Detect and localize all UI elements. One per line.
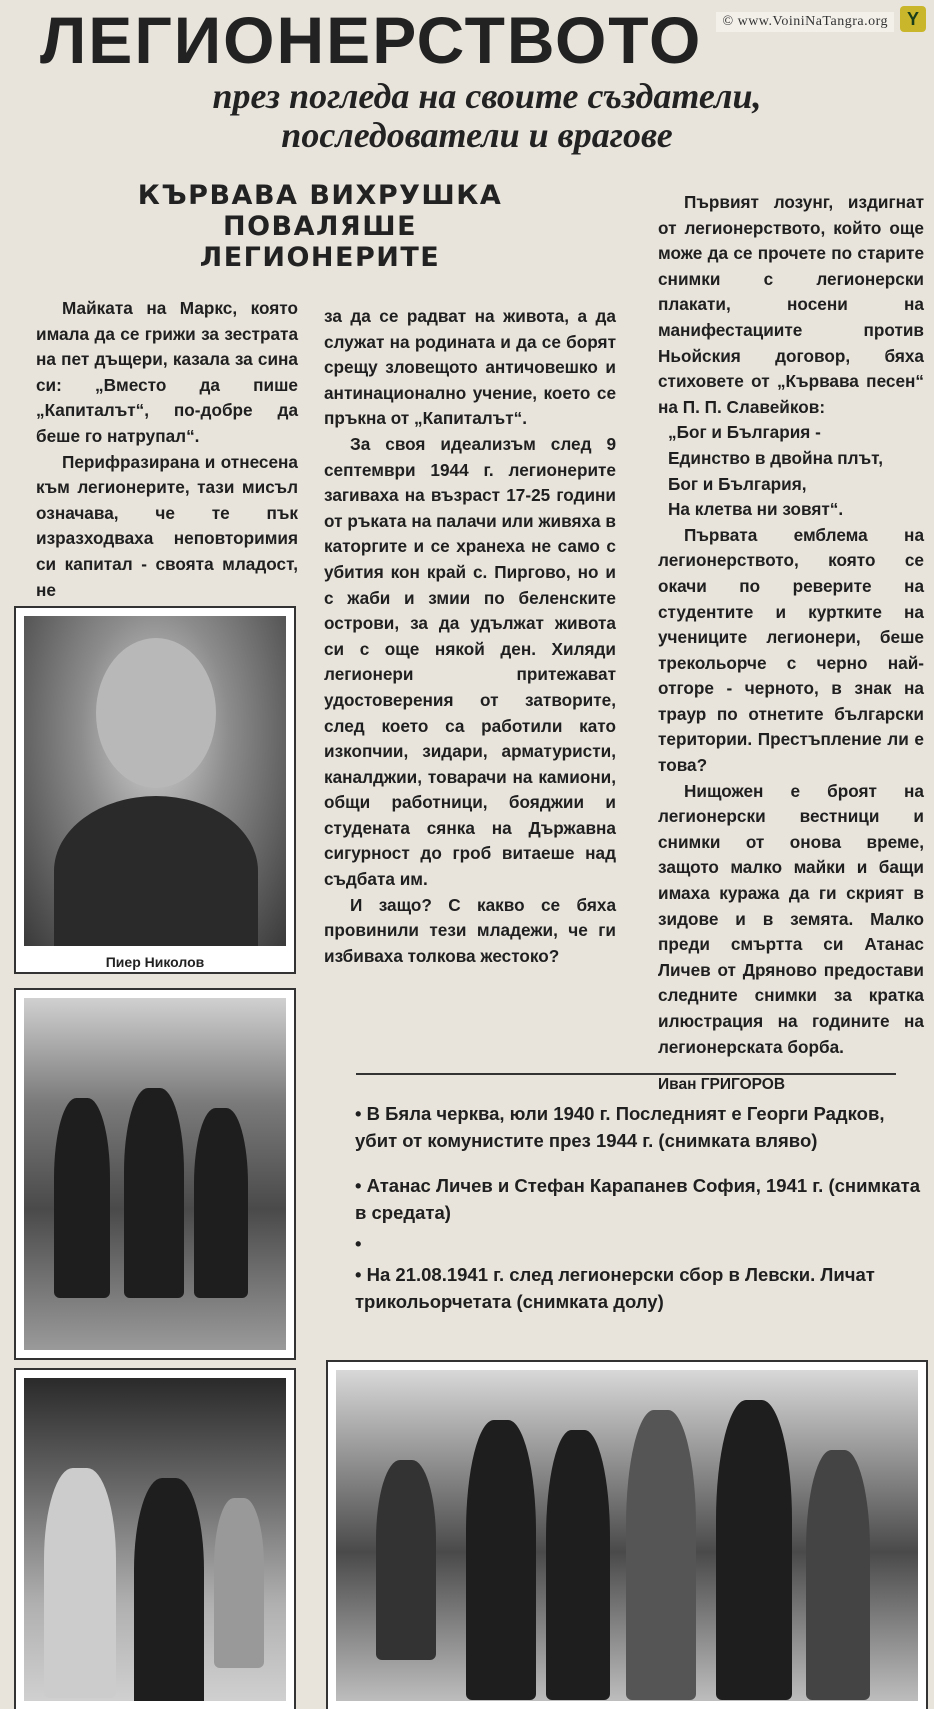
person-figure <box>44 1468 116 1698</box>
section-title-line2: ПОВАЛЯШЕ <box>222 211 418 242</box>
person-figure <box>716 1400 792 1700</box>
person-figure <box>214 1498 264 1668</box>
portrait-image <box>24 616 286 946</box>
person-figure <box>194 1108 248 1298</box>
street-photo-large <box>326 1360 928 1709</box>
watermark-logo-icon: Y <box>900 6 926 32</box>
paragraph: Майката на Маркс, която имала да се грижи за зестрата на пет дъщери, казала за сина си: „Вместо да пише „Капиталът“, по-добре да беше го натрупал“. <box>36 298 298 446</box>
person-figure <box>466 1420 536 1700</box>
author-byline: Иван ГРИГОРОВ <box>658 1076 786 1094</box>
person-figure <box>124 1088 184 1298</box>
portrait-suit <box>54 796 258 946</box>
person-figure <box>376 1460 436 1660</box>
caption-bullet: • <box>355 1233 362 1254</box>
caption-item: • На 21.08.1941 г. след легионерски сбор в Левски. Личат трикольорчетата (снимката долу) <box>355 1264 875 1312</box>
article-column-2 <box>324 304 616 969</box>
person-figure <box>546 1430 610 1700</box>
street-photo-left-image <box>24 1378 286 1701</box>
person-figure <box>134 1478 204 1701</box>
watermark-text: © www.VoiniNaTangra.org <box>716 12 894 32</box>
paragraph: за да се радват на живота, а да служат на родината и да се борят срещу зловещото античовешко и антинационално учение, което се пръкна от „Капиталът“. <box>324 306 616 429</box>
paragraph: Първата емблема на легионерството, която се окачи по реверите на студентите и курткитe на учениците легионери, беше трекольорче с черно най-отгоре - черното, в знак на траур по отнетите български територии. Престъпление ли е това? <box>658 524 924 776</box>
group-photo-left-image <box>24 998 286 1350</box>
photo-caption: Пиер Николов <box>105 954 205 970</box>
paragraph: Първият лозунг, издигнат от легионерството, който още може да се прочете по старите снимки с легионерски плакати, носени на манифестациите против Ньойския договор, бяха стиховете от „Кървава песен“ на П. П. Славейков: <box>658 192 924 417</box>
verse-line: „Бог и България - <box>668 422 821 443</box>
group-photo-left <box>14 988 296 1360</box>
section-title <box>40 180 600 273</box>
verse-line: На клетва ни зовят“. <box>668 499 844 520</box>
street-photo-large-image <box>336 1370 918 1701</box>
article-column-1 <box>36 296 298 603</box>
caption-item: • Атанас Личев и Стефан Карапанев София, 1941 г. (снимката в средата) <box>355 1175 921 1223</box>
person-figure <box>806 1450 870 1700</box>
section-title-line1: КЪРВАВА ВИХРУШКА <box>137 180 503 211</box>
divider-line <box>356 1073 896 1075</box>
paragraph: Нищожен е броят на легионерски вестници и снимки от онова време, защото малко майки и бащи имаха куража да ги скрият в зидове и в земята. Малко преди смъртта си Атанас Личев от Дряново предостави следните снимки за кратка илюстрация на годините на легионерската борба. <box>658 780 924 1057</box>
portrait-face <box>96 638 216 788</box>
verse-line: Бог и България, <box>668 473 807 494</box>
paragraph: Перифразирана и отнесена към легионерите, тази мисъл означава, че те пък изразходваха неповторимия си капитал - своята младост, не <box>36 451 298 600</box>
subheadline-line2: последователи и врагове <box>281 115 673 155</box>
subheadline-line1: през погледа на своите създатели, <box>212 76 762 116</box>
person-figure <box>54 1098 110 1298</box>
street-photo-left <box>14 1368 296 1709</box>
portrait-photo <box>14 606 296 974</box>
paragraph: За своя идеализъм след 9 септември 1944 г. легионерите загиваха на възраст 17-25 години от ръката на палачи или живяха в каторгите и се хранеха не само с убития кон край с. Пиргово, но и с жаби и змии по беленските острови, за да удължат живота си с още някой ден. Хиляди легионери притежават удостоверения от затворите, след което са работили като изкопчии, зидари, арматуристи, каналджии, товарачи на камиони, общи работници, бояджии и студената сянка на Държавна сигурност до гроб витаеше над съдбата им. <box>324 433 616 890</box>
section-title-line3: ЛЕГИОНЕРИТЕ <box>199 242 441 273</box>
verse-line: Единство в двойна плът, <box>668 447 884 468</box>
caption-item: • В Бяла черква, юли 1940 г. Последният е Георги Радков, убит от комунистите през 1944 г. (снимката вляво) <box>355 1103 885 1151</box>
headline: ЛЕГИОНЕРСТВОТО <box>40 3 703 77</box>
photo-captions <box>355 1100 923 1333</box>
person-figure <box>626 1410 696 1700</box>
paragraph: И защо? С какво се бяха провинили тези младежи, че ги избиваха толкова жестоко? <box>324 894 616 966</box>
article-column-3 <box>658 190 924 1098</box>
